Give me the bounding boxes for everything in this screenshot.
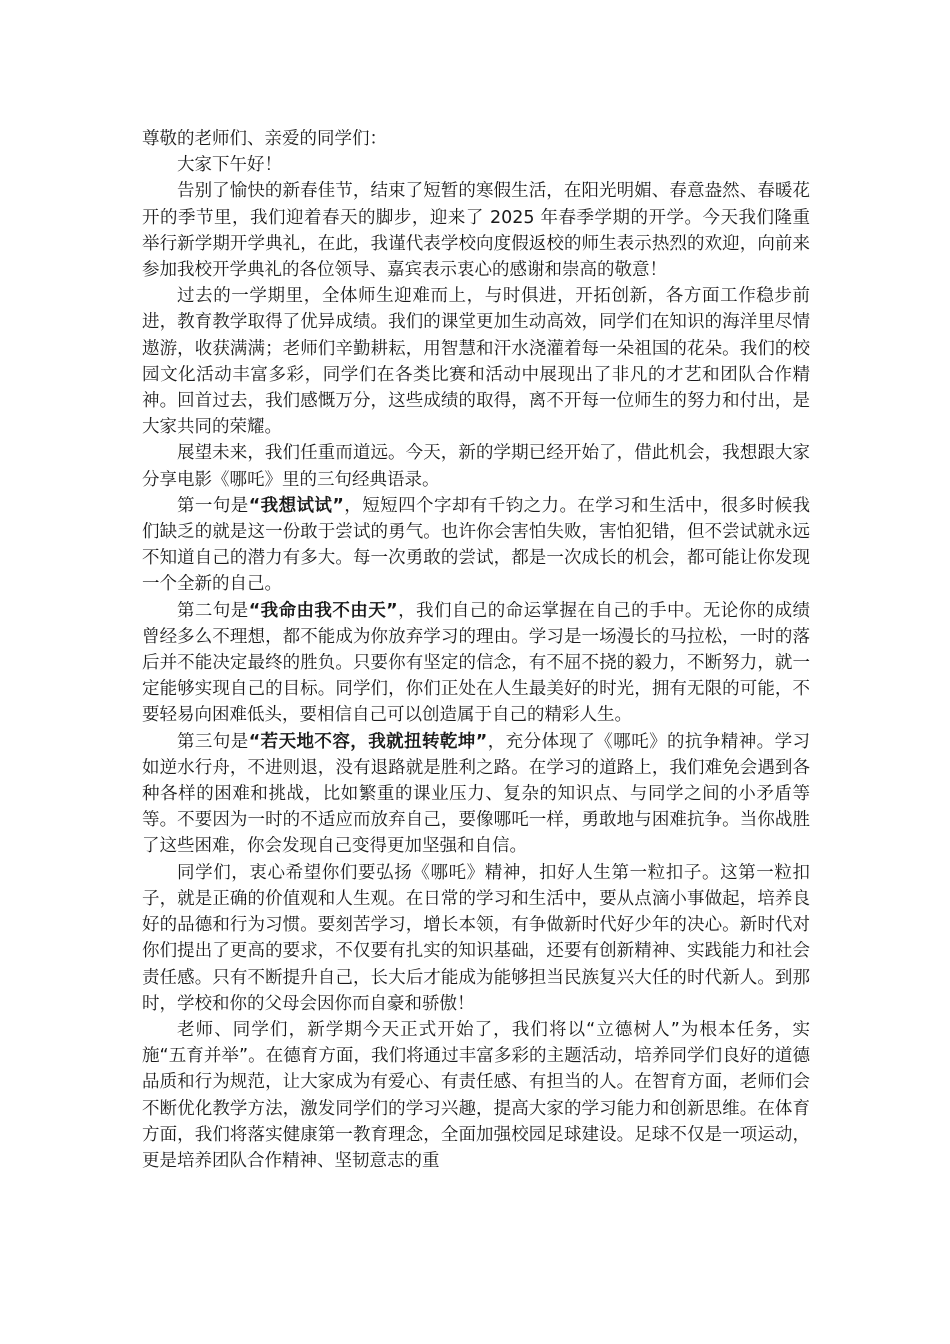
quote-2-prefix: 第二句是 bbox=[177, 600, 249, 621]
salutation: 尊敬的老师们、亲爱的同学们： bbox=[142, 129, 387, 149]
document-page bbox=[142, 126, 810, 1174]
quote-1-text: “我想试试” bbox=[248, 495, 344, 516]
paragraph-quote-1 bbox=[142, 493, 810, 598]
paragraph-quote-3 bbox=[142, 729, 810, 860]
paragraph-new-term: 老师、同学们，新学期今天正式开始了，我们将以“立德树人”为根本任务，实施“五育并举”。在德育方面，我们将通过丰富多彩的主题活动，培养同学们良好的道德品质和行为规范，让大家成为有爱心、有责任感、有担当的人。在智育方面，老师们会不断优化教学方法，激发同学们的学习兴趣，提高大家的学习能力和创新思维。在体育方面，我们将落实健康第一教育理念，全面加强校园足球建设。足球不仅是一项运动，更是培养团队合作精神、坚韧意志的重 bbox=[142, 1019, 810, 1171]
paragraph-hope: 同学们，衷心希望你们要弘扬《哪吒》精神，扣好人生第一粒扣子。这第一粒扣子，就是正确的价值观和人生观。在日常的学习和生活中，要从点滴小事做起，培养良好的品德和行为习惯。要刻苦学习，增长本领，有争做新时代好少年的决心。新时代对你们提出了更高的要求，不仅要有扎实的知识基础，还要有创新精神、实践能力和社会责任感。只有不断提升自己，长大后才能成为能够担当民族复兴大任的时代新人。到那时，学校和你的父母会因你而自豪和骄傲！ bbox=[142, 862, 810, 1014]
paragraph-quote-2 bbox=[142, 598, 810, 729]
quote-3-text: “若天地不容，我就扭转乾坤” bbox=[248, 731, 488, 752]
quote-1-body: ，短短四个字却有千钧之力。在学习和生活中，很多时候我们缺乏的就是这一份敢于尝试的勇气。也许你会害怕失败，害怕犯错，但不尝试就永远不知道自己的潜力有多大。每一次勇敢的尝试，都是一次成长的机会，都可能让你发现一个全新的自己。 bbox=[142, 495, 811, 595]
quote-2-text: “我命由我不由天” bbox=[248, 600, 398, 621]
paragraph-review: 过去的一学期里，全体师生迎难而上，与时俱进，开拓创新，各方面工作稳步前进，教育教学取得了优异成绩。我们的课堂更加生动高效，同学们在知识的海洋里尽情遨游，收获满满；老师们辛勤耕耘，用智慧和汗水浇灌着每一朵祖国的花朵。我们的校园文化活动丰富多彩，同学们在各类比赛和活动中展现出了非凡的才艺和团队合作精神。回首过去，我们感慨万分，这些成绩的取得，离不开每一位师生的努力和付出，是大家共同的荣耀。 bbox=[142, 286, 810, 438]
quote-2-body: ，我们自己的命运掌握在自己的手中。无论你的成绩曾经多么不理想，都不能成为你放弃学习的理由。学习是一场漫长的马拉松，一时的落后并不能决定最终的胜负。只要你有坚定的信念，有不屈不挠的毅力，不断努力，就一定能够实现自己的目标。同学们，你们正处在人生最美好的时光，拥有无限的可能，不要轻易向困难低头，要相信自己可以创造属于自己的精彩人生。 bbox=[142, 600, 811, 726]
quote-1-prefix: 第一句是 bbox=[177, 495, 249, 516]
greeting: 大家下午好！ bbox=[177, 155, 282, 176]
paragraph-opening: 告别了愉快的新春佳节，结束了短暂的寒假生活，在阳光明媚、春意盎然、春暖花开的季节里，我们迎着春天的脚步，迎来了 2025 年春季学期的开学。今天我们隆重举行新学期开学典礼，在此，我谨代表学校向度假返校的师生表示热烈的欢迎，向前来参加我校开学典礼的各位领导、嘉宾表示衷心的感谢和崇高的敬意！ bbox=[142, 181, 810, 281]
quote-3-body: ，充分体现了《哪吒》的抗争精神。学习如逆水行舟，不进则退，没有退路就是胜利之路。在学习的道路上，我们难免会遇到各种各样的困难和挑战，比如繁重的课业压力、复杂的知识点、与同学之间的小矛盾等等。不要因为一时的不适应而放弃自己，要像哪吒一样，勇敢地与困难抗争。当你战胜了这些困难，你会发现自己变得更加坚强和自信。 bbox=[142, 731, 811, 857]
quote-3-prefix: 第三句是 bbox=[177, 731, 249, 752]
paragraph-outlook: 展望未来，我们任重而道远。今天，新的学期已经开始了，借此机会，我想跟大家分享电影《哪吒》里的三句经典语录。 bbox=[142, 443, 810, 490]
